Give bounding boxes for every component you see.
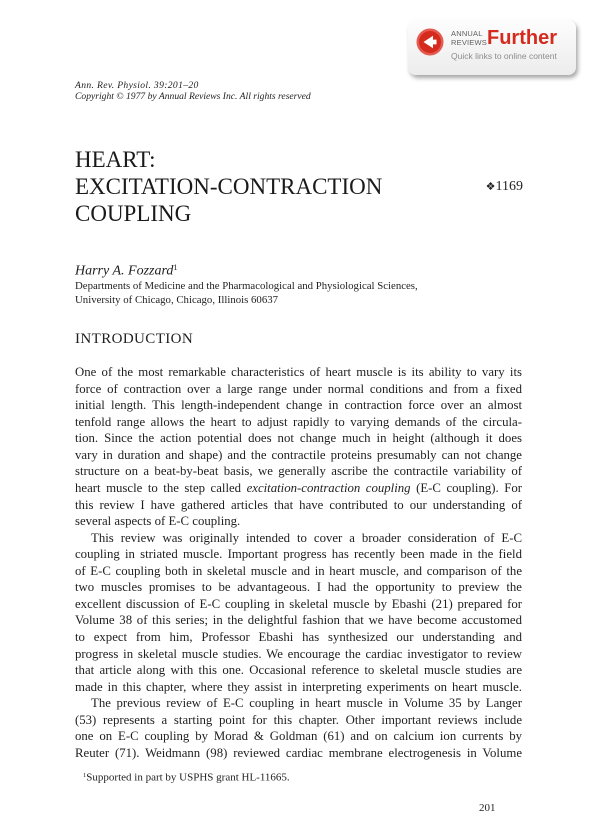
badge-brand-annual: ANNUAL [451,28,483,38]
body-line: The previous review of E-C coupling in heart muscle in Volume 35 by Langer [91,696,522,711]
badge-brand-reviews: REVIEWS [451,37,487,47]
copyright-notice: Copyright © 1977 by Annual Reviews Inc. All rights reserved [75,90,311,102]
body-line: structure on a beat-by-beat basis, we generally ascribe the contractile variability of [75,464,522,479]
body-line: One of the most remarkable characteristics of heart muscle is its ability to vary its [75,365,522,379]
body-line: (53) represents a starting point for this chapter. Other important reviews include [75,712,522,727]
body-text-segment: heart muscle to the step called [75,480,247,495]
body-line: this review I have gathered articles that have contributed to our understanding of [75,497,522,512]
body-line: one on E-C coupling by Morad & Goldman (61) and on calcium ion currents by [75,729,522,744]
body-line: that article along with this one. Occasional reference to skeletal muscle studies are [75,663,522,678]
body-text-segment: (E-C coupling). For [410,480,522,495]
body-line [75,480,522,497]
author-footnote-mark: 1 [173,263,178,272]
body-line: to expect from him, Professor Ebashi has synthesized our understanding and [75,630,522,644]
article-body [75,364,522,762]
article-number-symbol: ❖ [485,180,496,193]
author-affiliation [75,279,418,307]
body-line: Reuter (71). Weidmann (98) reviewed cardiac membrane electrogenesis in Volume [75,745,522,760]
body-line: progress in skeletal muscle studies. We encourage the cardiac investigator to review [75,646,522,661]
affiliation-line: University of Chicago, Chicago, Illinois 60637 [75,294,279,306]
article-number [486,179,523,195]
page-number: 201 [479,802,496,814]
back-arrow-icon [416,28,444,56]
body-line: vary in duration and shape) and the contractile proteins presumably can not change [75,447,522,462]
body-line: coupling in striated muscle. Important progress has recently been made in the field [75,547,522,562]
paragraph [75,364,522,530]
citation-block [75,81,311,102]
badge-title: Further [487,27,557,49]
title-line: EXCITATION-CONTRACTION [75,174,383,199]
body-line: This review was originally intended to cover a broader consideration of E-C [91,530,522,545]
article-number-value: 1169 [495,179,523,194]
body-line: two muscles promises to be advantageous. I had the opportunity to preview the [75,580,522,595]
title-line: COUPLING [75,201,192,226]
body-line: initial length. This length-independent change in contraction force over an almost [75,398,522,413]
body-line: tenfold range allows the heart to adjust rapidly to varying demands of the circula- [75,414,522,429]
article-title [75,146,382,227]
badge-subtitle: Quick links to online content [451,51,557,61]
paragraph [75,530,522,696]
author-name-text: Harry A. Fozzard [75,263,174,279]
footnote-text: Supported in part by USPHS grant HL-11665. [86,771,290,784]
body-line: tion. Since the action potential does not change much in height (although it does [75,431,522,446]
title-line: HEART: [75,147,156,172]
italic-term: excitation-contraction coupling [246,480,411,495]
section-heading: INTRODUCTION [75,331,194,347]
footnote-mark: 1 [83,772,87,779]
author-name [75,260,178,280]
affiliation-line: Departments of Medicine and the Pharmacological and Physiological Sciences, [75,280,418,292]
body-line: force of contraction over a large range under normal conditions and from a fixed [75,381,522,396]
further-online-content-link[interactable] [408,20,576,75]
body-line: excellent discussion of E-C coupling in skeletal muscle by Ebashi (21) prepared for [75,596,522,611]
footnote [83,769,290,785]
body-line: several aspects of E-C coupling. [75,514,241,529]
journal-citation: Ann. Rev. Physiol. 39:201–20 [75,80,199,91]
body-line: of E-C coupling both in skeletal muscle and in heart muscle, and comparison of the [75,563,522,578]
body-line: made in this chapter, where they assist in interpreting experiments on heart muscle. [75,679,522,694]
body-line: Volume 38 of this series; in the delightful fashion that we have become accustomed [75,613,522,628]
paragraph [75,695,522,761]
